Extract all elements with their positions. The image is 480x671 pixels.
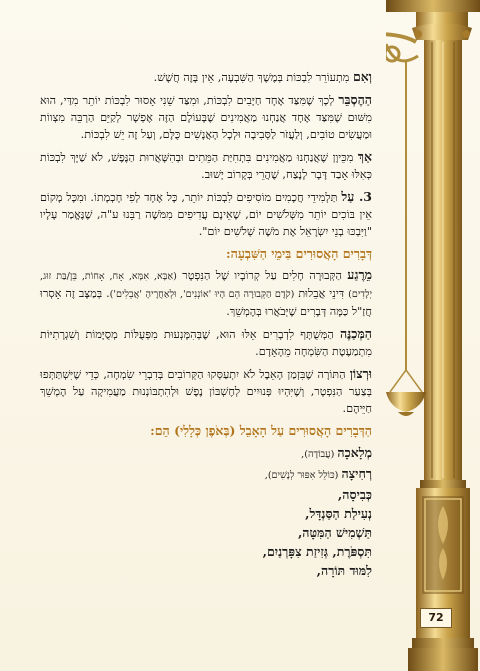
paragraph-body: הַמְּשֻׁתָּף לִדְבָרִים אֵלּוּ הוּא, שֶׁבְּהִמָּנְעוּת מִפְּעֻלּוֹת מְסֻיָּמוֹת וְשִׁגְרָתִיּוֹת מִתְמַעֶטֶת הַשִּׂמְחָה מֵהָאָדָם. — [40, 328, 372, 358]
paragraph — [40, 148, 372, 183]
section-heading: הַדְּבָרִים הָאֲסוּרִים עַל הָאָבֵל (בְּאֹפֶן כְּלָלִי) הֵם: — [150, 423, 372, 438]
paragraph-body: . בְּמַצָּב זֶה אָסְרוּ חֲזַ"ל כַּמָּה דְּבָרִים שֶׁיְּבֹאֲרוּ בְּהֶמְשֵׁךְ. — [40, 287, 372, 318]
list-item-label: לִמּוּד תּוֹרָה, — [316, 563, 372, 578]
paragraph-lead: וְאִם — [352, 69, 372, 84]
list-item-label: רְחִיצָה — [341, 466, 372, 481]
paragraph-lead: מֵרֶגַע — [347, 267, 372, 282]
list-item-note: (כּוֹלֵל אִפּוּר לְנָשִׁים), — [264, 470, 342, 481]
paragraph — [40, 188, 372, 240]
paragraph — [40, 91, 372, 143]
paragraph — [40, 266, 372, 320]
list-item — [40, 504, 372, 523]
paragraph-body: מִתְעוֹרֵר לִבְכּוֹת בְּמֶשֶׁךְ הַשִּׁבְעָה, אֵין בָּזֶה חֲשָׁשׁ. — [153, 71, 353, 84]
parenthetical-note: (אַבָּא, אִמָּא, אָח, אָחוֹת, בֵּן/בַּת זוּג, יְלָדִים) — [40, 271, 372, 300]
paragraph-lead: וּרְצוֹן — [349, 366, 372, 381]
main-text — [40, 68, 372, 580]
prohibition-list — [40, 443, 372, 580]
parenthetical-note: (קֹדֶם הַקְּבוּרָה הֵם הָיוּ 'אוֹנְנִים', וּלְאַחֲרֶיהָ 'אֲבֵלִים') — [109, 289, 295, 300]
paragraph-body: לְכָךְ שֶׁמִּצַּד אֶחָד חַיָּבִים לִבְכּוֹת, וּמִצַּד שֵׁנִי אָסוּר לִבְכּוֹת יוֹתֵר מִדַּי, הוּא מִשּׁוּם שֶׁמִּצַּד אֶחָד אֲנַחְנוּ מַאֲמִינִים שֶׁבָּעוֹלָם הַזֶּה אֶפְשָׁר לְקַיֵּם הַרְבֵּה מִצְווֹת וּמַעֲשִׂים טוֹבִים, וְלַעֲזֹר לַסְּבִיבָה וּלְכָל הָאֲנָשִׁים כֻּלָּם, וְעַל זֶה יֵשׁ לִבְכּוֹת. — [40, 94, 372, 141]
list-item-label: כְּבִיסָה, — [337, 487, 372, 502]
list-item-label: תִּסְפֹּרֶת, גְּזִיזַת צִפָּרְנַיִם, — [262, 544, 372, 559]
list-item — [40, 561, 372, 580]
section-heading: דְּבָרִים הָאֲסוּרִים בִּימֵי הַשִּׁבְעָה: — [226, 246, 372, 261]
list-item-note: (עֲבוֹדָה), — [301, 449, 338, 460]
paragraph-body: הַתּוֹרָה שֶׁבִּזְמַן הָאֵבֶל לֹא יִתְעַסְּקוּ הַקְּרוֹבִים בְּדִבְרֵי שִׂמְחָה, כְּדֵי שֶׁיִּשְׁתַּתְּפוּ בְּצַעַר הַנִּפְטָר, וְשֶׁיִּהְיוּ פְּנוּיִים לְחֶשְׁבּוֹן נֶפֶשׁ וּלְהִתְבּוֹנְנוּת מַעֲמִיקָה עַל הֶמְשֵׁךְ חַיֵּיהֶם. — [40, 368, 372, 415]
decorative-pillar — [386, 0, 480, 671]
list-item-label: תַּשְׁמִישׁ הַמִּטָּה, — [297, 525, 372, 540]
list-item — [40, 485, 372, 504]
paragraph-body: הַקְּבוּרָה חָלִים עַל קְרוֹבָיו שֶׁל הַנִּפְטָר — [176, 269, 348, 282]
list-item-label: מְלָאכָה — [337, 445, 372, 460]
paragraph-lead: הַמְּכַנֶּה — [340, 326, 372, 341]
paragraph — [40, 325, 372, 360]
list-item-label: נְעִילַת הַסַּנְדָּל, — [305, 506, 372, 521]
paragraph-lead: 3. עַל — [341, 189, 372, 204]
paragraph-body: מִכֵּיוָן שֶׁאֲנַחְנוּ מַאֲמִינִים בִּתְחִיַּת הַמֵּתִים וּבְהִשָּׁאֲרוּת הַנֶּפֶשׁ, לֹא שַׁיָּךְ לִבְכּוֹת כְּאִלּוּ אָבַד דָּבָר לָנֶצַח, שֶׁהֲרֵי בְּקָרוֹב יָשׁוּב. — [40, 151, 372, 181]
list-item — [40, 443, 372, 464]
list-item — [40, 464, 372, 485]
paragraph-lead: הַהֶסְבֵּר — [338, 92, 372, 107]
paragraph-body: דִּינֵי אֲבֵלוּת — [294, 287, 349, 300]
paragraph-body: תַּלְמִידֵי חֲכָמִים מוֹסִיפִים לִבְכּוֹת יוֹתֵר, כָּל אֶחָד לְפִי חָכְמָתוֹ. וּמִכָּל מָקוֹם אֵין בּוֹכִים יוֹתֵר מִשְּׁלֹשִׁים יוֹם, שֶׁאֵינָם עֲדִיפִים מִמֹּשֶׁה רַבֵּנוּ ע"ה, שֶׁנֶּאֱמַר עָלָיו "וַיִּבְכּוּ בְנֵי יִשְׂרָאֵל אֶת מֹשֶׁה שְׁלֹשִׁים יוֹם". — [40, 191, 372, 238]
list-item — [40, 523, 372, 542]
paragraph — [40, 68, 372, 86]
page-number: 72 — [420, 608, 452, 628]
paragraph — [40, 365, 372, 417]
paragraph-lead: אַךְ — [357, 149, 372, 164]
list-item — [40, 542, 372, 561]
